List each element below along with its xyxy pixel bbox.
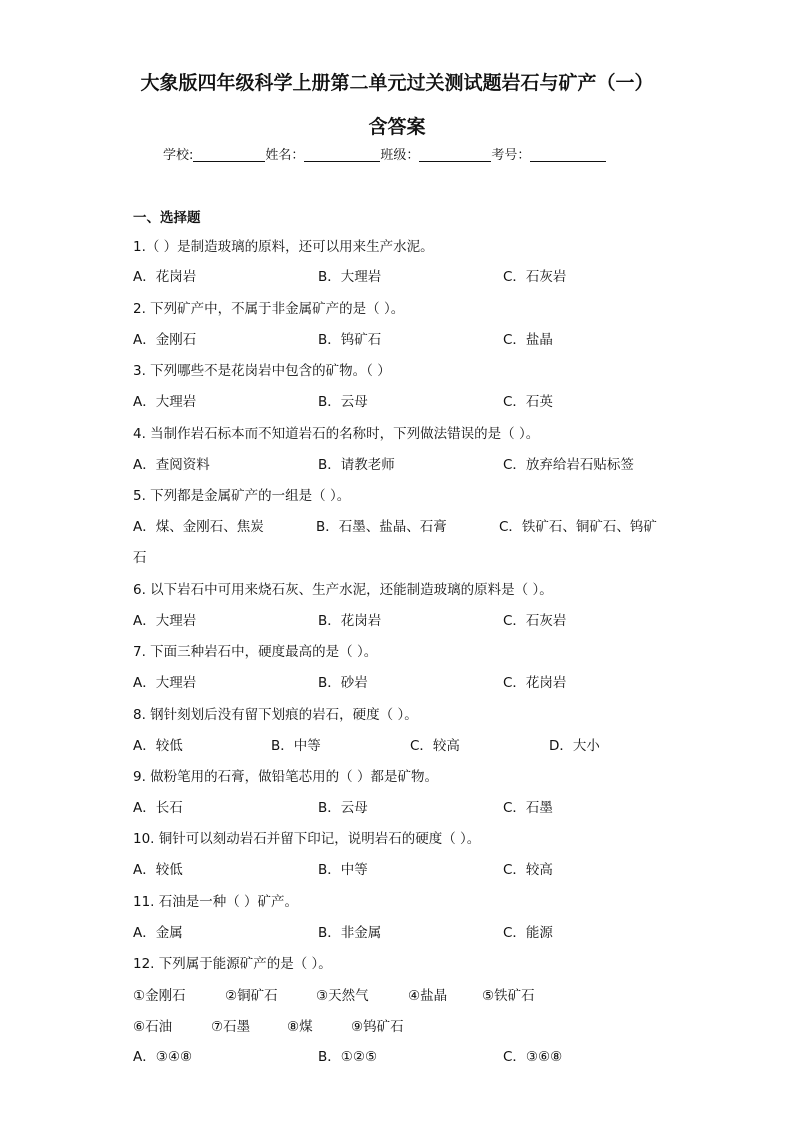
question-6: 6. 以下岩石中可用来烧石灰、生产水泥，还能制造玻璃的原料是（ ）。 [133,582,553,598]
q12-option-c: C．③⑥⑧ [503,1049,563,1065]
q12-item-3: ③天然气 [316,988,369,1004]
q12-item-8: ⑧煤 [287,1019,313,1035]
q1-option-a: A．花岗岩 [133,269,197,285]
q6-option-b: B．花岗岩 [318,613,382,629]
q12-option-a: A．③④⑧ [133,1049,193,1065]
question-8: 8. 钢针刻划后没有留下划痕的岩石，硬度（ ）。 [133,707,418,723]
q1-option-b: B．大理岩 [318,269,382,285]
q9-option-c: C．石墨 [503,800,553,816]
q12-item-6: ⑥石油 [133,1019,173,1035]
q9-option-a: A．长石 [133,800,183,816]
document-title: 大象版四年级科学上册第二单元过关测试题岩石与矿产（一） [140,72,654,94]
q7-option-c: C．花岗岩 [503,675,567,691]
class-blank[interactable] [419,147,491,162]
section-heading: 一、选择题 [133,210,201,226]
question-11: 11. 石油是一种（ ）矿产。 [133,894,299,910]
question-2: 2. 下列矿产中，不属于非金属矿产的是（ ）。 [133,301,405,317]
q6-option-c: C．石灰岩 [503,613,567,629]
school-blank[interactable] [193,147,265,162]
q4-option-c: C．放弃给岩石贴标签 [503,457,634,473]
q1-option-c: C．石灰岩 [503,269,567,285]
q12-item-4: ④盐晶 [408,988,448,1004]
question-5: 5. 下列都是金属矿产的一组是（ ）。 [133,488,351,504]
question-10: 10. 铜针可以刻动岩石并留下印记，说明岩石的硬度（ ）。 [133,831,481,847]
q5-option-c: C．铁矿石、铜矿石、钨矿 [499,519,657,535]
question-1: 1.（ ）是制造玻璃的原料，还可以用来生产水泥。 [133,239,434,255]
school-label: 学校: [163,148,194,163]
q2-option-a: A．金刚石 [133,332,197,348]
q11-option-c: C．能源 [503,925,553,941]
q12-item-9: ⑨钨矿石 [351,1019,404,1035]
question-12: 12. 下列属于能源矿产的是（ ）。 [133,956,332,972]
q3-option-b: B．云母 [318,394,368,410]
class-label: 班级： [380,148,420,163]
q5-option-a: A．煤、金刚石、焦炭 [133,519,264,535]
q10-option-b: B．中等 [318,862,368,878]
document-subtitle: 含答案 [368,116,426,138]
name-blank[interactable] [304,147,380,162]
q12-item-1: ①金刚石 [133,988,186,1004]
q7-option-b: B．砂岩 [318,675,368,691]
q12-item-7: ⑦石墨 [211,1019,251,1035]
q5-option-c-wrap: 石 [133,550,147,566]
q2-option-b: B．钨矿石 [318,332,382,348]
question-7: 7. 下面三种岩石中，硬度最高的是（ ）。 [133,644,378,660]
q4-option-a: A．查阅资料 [133,457,210,473]
q11-option-b: B．非金属 [318,925,382,941]
q8-option-a: A．较低 [133,738,183,754]
student-info-line [163,144,606,163]
q8-option-c: C．较高 [410,738,460,754]
q12-item-2: ②铜矿石 [225,988,278,1004]
question-4: 4. 当制作岩石标本而不知道岩石的名称时，下列做法错误的是（ ）。 [133,426,540,442]
question-3: 3. 下列哪些不是花岗岩中包含的矿物。（ ） [133,363,391,379]
q5-option-b: B．石墨、盐晶、石膏 [316,519,447,535]
q8-option-d: D．大小 [549,738,600,754]
q12-item-5: ⑤铁矿石 [482,988,535,1004]
q2-option-c: C．盐晶 [503,332,553,348]
number-blank[interactable] [530,147,606,162]
q10-option-c: C．较高 [503,862,553,878]
q12-option-b: B．①②⑤ [318,1049,378,1065]
name-label: 姓名： [265,148,305,163]
q4-option-b: B．请教老师 [318,457,395,473]
q9-option-b: B．云母 [318,800,368,816]
q8-option-b: B．中等 [271,738,321,754]
question-9: 9. 做粉笔用的石膏，做铅笔芯用的（ ）都是矿物。 [133,769,438,785]
q10-option-a: A．较低 [133,862,183,878]
q6-option-a: A．大理岩 [133,613,197,629]
q7-option-a: A．大理岩 [133,675,197,691]
q3-option-a: A．大理岩 [133,394,197,410]
q11-option-a: A．金属 [133,925,183,941]
number-label: 考号： [491,148,531,163]
q3-option-c: C．石英 [503,394,553,410]
